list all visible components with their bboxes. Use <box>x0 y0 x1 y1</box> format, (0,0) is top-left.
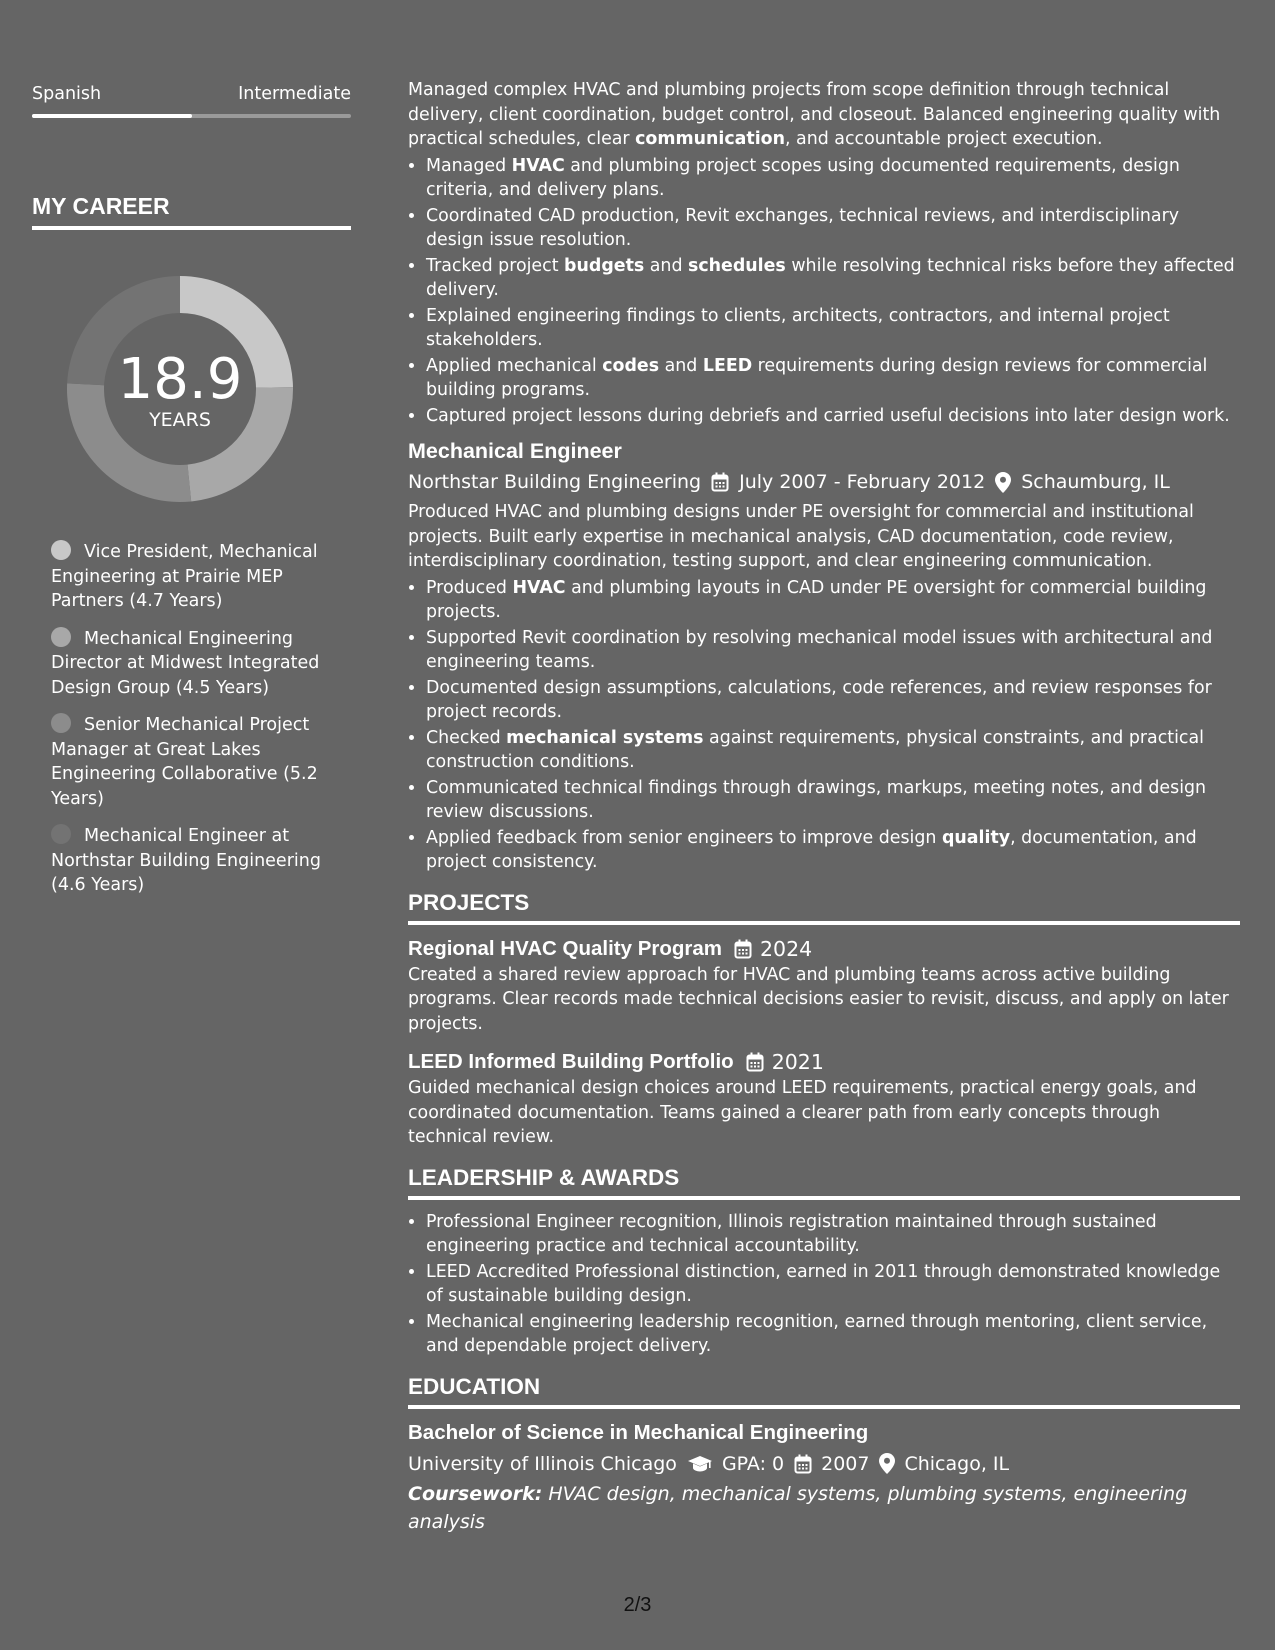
project-title: LEED Informed Building Portfolio <box>408 1050 734 1073</box>
language-name: Spanish <box>32 84 102 104</box>
project-description: Guided mechanical design choices around LEED requirements, practical energy goals, and coordinated documentation. Teams gained a clearer path from early concepts through technical review. <box>408 1078 1197 1147</box>
awards-list <box>408 1210 1240 1359</box>
sidebar <box>32 78 351 911</box>
role-title: Mechanical Engineer <box>408 439 622 463</box>
location-pin-icon <box>879 1453 895 1474</box>
list-item: • Applied feedback from senior engineers to improve design quality, documentation, and project consistency. <box>426 826 1240 875</box>
role-location: Schaumburg, IL <box>1021 471 1170 493</box>
language-level: Intermediate <box>238 84 351 104</box>
project-title: Regional HVAC Quality Program <box>408 936 723 960</box>
education-coursework <box>408 1480 1240 1536</box>
emphasis-text: communication <box>635 129 785 149</box>
calendar-icon <box>711 472 729 492</box>
coursework-label: Coursework: <box>408 1482 543 1505</box>
list-item: • Mechanical engineering leadership recognition, earned through mentoring, client service, and dependable project delivery. <box>426 1310 1240 1359</box>
page-number: 2/3 <box>623 1594 652 1616</box>
career-legend-item <box>51 713 351 811</box>
list-item: • Produced HVAC and plumbing layouts in CAD under PE oversight for commercial building projects. <box>426 576 1240 625</box>
career-heading: MY CAREER <box>32 192 351 230</box>
emphasis-text: codes <box>602 355 660 376</box>
emphasis-text: quality <box>941 827 1011 848</box>
legend-dot <box>51 824 71 844</box>
project-item <box>408 935 1240 1037</box>
education-heading: EDUCATION <box>408 1373 1240 1409</box>
projects-heading: PROJECTS <box>408 889 1240 925</box>
career-donut-chart <box>65 274 295 504</box>
project-title-row <box>408 1048 1240 1076</box>
education-gpa: GPA: 0 <box>721 1452 785 1475</box>
project-item <box>408 1048 1240 1150</box>
main-content <box>408 78 1240 1536</box>
calendar-icon <box>746 1052 764 1072</box>
list-item: • Tracked project budgets and schedules while resolving technical risks before they affected delivery. <box>426 254 1240 303</box>
project-year: 2024 <box>760 936 813 961</box>
donut-center <box>65 274 295 504</box>
list-item: • Captured project lessons during debriefs and carried useful decisions into later design work. <box>426 404 1240 429</box>
project-year: 2021 <box>771 1050 824 1074</box>
project-title-row <box>408 935 1240 963</box>
prev-role-summary: Managed complex HVAC and plumbing projects from scope definition through technical delivery, client coordination, budget control, and closeout. Balanced engineering quality with practical schedules, clear communication, and accountable project execution. <box>408 80 1221 149</box>
total-years-label: YEARS <box>149 409 211 431</box>
list-item: • Communicated technical findings through drawings, markups, meeting notes, and design review discussions. <box>426 776 1240 825</box>
list-item: • Applied mechanical codes and LEED requirements during design reviews for commercial building programs. <box>426 354 1240 403</box>
education-meta <box>408 1449 1240 1479</box>
language-row <box>32 78 351 110</box>
coursework-text: HVAC design, mechanical systems, plumbing systems, engineering analysis <box>408 1482 1188 1533</box>
emphasis-text: budgets <box>564 255 645 276</box>
graduation-cap-icon <box>687 1455 713 1473</box>
legend-dot <box>51 540 71 560</box>
prev-role-bullets <box>408 154 1240 429</box>
list-item: • Checked mechanical systems against requirements, physical constraints, and practical construction conditions. <box>426 726 1240 775</box>
list-item: • Professional Engineer recognition, Illinois registration maintained through sustained engineering practice and technical accountability. <box>426 1210 1240 1259</box>
list-item: • Managed HVAC and plumbing project scopes using documented requirements, design criteria, and delivery plans. <box>426 154 1240 203</box>
career-legend-item <box>51 627 351 701</box>
calendar-icon <box>794 1454 812 1474</box>
project-description: Created a shared review approach for HVAC and plumbing teams across active building programs. Clear records made technical decisions easier to revisit, discuss, and apply on later projects. <box>408 964 1229 1034</box>
legend-dot <box>51 627 71 647</box>
emphasis-text: HVAC <box>512 577 566 598</box>
role-dates: July 2007 - February 2012 <box>739 471 986 493</box>
career-role-text: Senior Mechanical Project Manager at Great Lakes Engineering Collaborative (5.2 Years) <box>51 715 318 809</box>
calendar-icon <box>734 939 752 959</box>
role-company: Northstar Building Engineering <box>408 471 702 493</box>
list-item: • Coordinated CAD production, Revit exchanges, technical reviews, and interdisciplinary design issue resolution. <box>426 204 1240 253</box>
career-legend-item <box>51 824 351 898</box>
location-pin-icon <box>995 472 1011 493</box>
list-item: • Documented design assumptions, calculations, code references, and review responses for project records. <box>426 676 1240 725</box>
role-bullets <box>408 576 1240 875</box>
legend-dot <box>51 713 71 733</box>
awards-heading: LEADERSHIP & AWARDS <box>408 1164 1240 1200</box>
list-item: • LEED Accredited Professional distinction, earned in 2011 through demonstrated knowledge of sustainable building design. <box>426 1260 1240 1309</box>
language-proficiency-bar <box>32 114 351 118</box>
education-degree: Bachelor of Science in Mechanical Engineering <box>408 1420 869 1444</box>
career-legend <box>32 540 351 898</box>
education-location: Chicago, IL <box>904 1452 1010 1475</box>
language-proficiency-fill <box>32 114 192 118</box>
total-years-value: 18.9 <box>117 347 243 412</box>
career-role-text: Vice President, Mechanical Engineering at Prairie MEP Partners (4.7 Years) <box>51 542 318 611</box>
list-item: • Supported Revit coordination by resolving mechanical model issues with architectural and engineering teams. <box>426 626 1240 675</box>
education-school: University of Illinois Chicago <box>408 1452 677 1475</box>
emphasis-text: mechanical systems <box>506 727 704 748</box>
career-legend-item <box>51 540 351 614</box>
list-item: • Explained engineering findings to clients, architects, contractors, and internal project stakeholders. <box>426 304 1240 353</box>
career-role-text: Mechanical Engineer at Northstar Building Engineering (4.6 Years) <box>51 826 321 895</box>
career-role-text: Mechanical Engineering Director at Midwest Integrated Design Group (4.5 Years) <box>51 628 320 698</box>
emphasis-text: HVAC <box>511 155 565 176</box>
education-year: 2007 <box>821 1452 870 1475</box>
emphasis-text: LEED <box>702 355 753 376</box>
role-meta <box>408 467 1240 497</box>
emphasis-text: schedules <box>688 255 786 276</box>
role-summary: Produced HVAC and plumbing designs under PE oversight for commercial and institutional projects. Built early expertise in mechanical analysis, CAD documentation, code review, interdisciplinary coordination, testing support, and clear engineering communication. <box>408 502 1194 571</box>
